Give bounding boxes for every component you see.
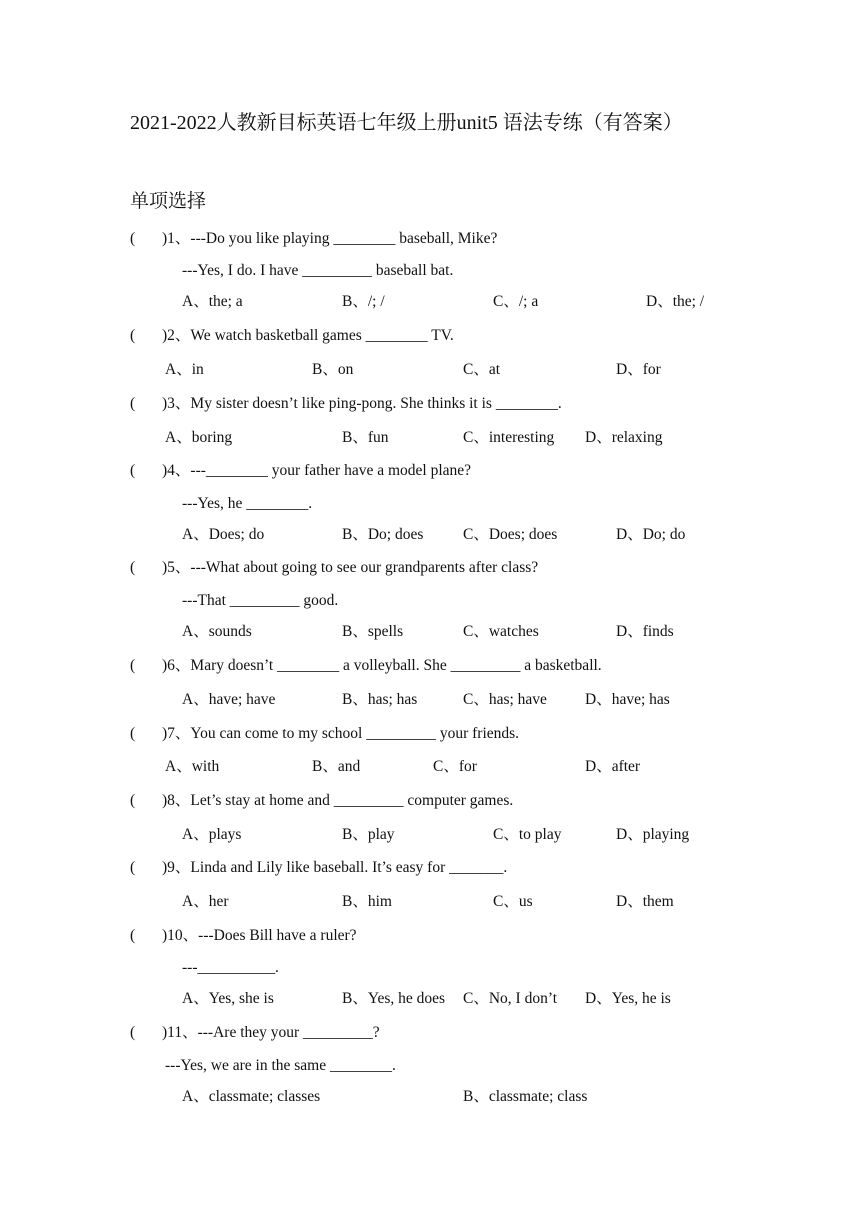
answer-paren-close: ) bbox=[162, 1024, 168, 1041]
question-number: 1 bbox=[167, 230, 175, 247]
question-stem: 、---________ your father have a model plane? bbox=[174, 462, 472, 479]
answer-paren-open: ( bbox=[130, 230, 136, 247]
q10-option-b: B、Yes, he does bbox=[342, 990, 446, 1007]
answer-paren-close: ) bbox=[162, 327, 168, 344]
question-stem: 、---Do you like playing ________ baseball, Mike? bbox=[174, 230, 498, 247]
answer-paren-close: ) bbox=[162, 792, 168, 809]
answer-paren-close: ) bbox=[162, 927, 168, 944]
question-11-sub: ---Yes, we are in the same ________. bbox=[165, 1057, 396, 1074]
answer-paren-open: ( bbox=[130, 725, 136, 742]
question-number: 9 bbox=[167, 859, 175, 876]
q6-option-b: B、has; has bbox=[342, 691, 418, 708]
question-stem: 、Mary doesn’t ________ a volleyball. She _________ a basketball. bbox=[174, 657, 602, 674]
q7-option-d: D、after bbox=[585, 758, 641, 775]
answer-paren-open: ( bbox=[130, 327, 136, 344]
question-10-sub: ---__________. bbox=[182, 959, 279, 976]
q2-option-d: D、for bbox=[616, 361, 661, 378]
q9-option-b: B、him bbox=[342, 893, 392, 910]
question-stem: 、You can come to my school _________ your friends. bbox=[174, 725, 520, 742]
q10-option-c: C、No, I don’t bbox=[463, 990, 558, 1007]
q10-option-d: D、Yes, he is bbox=[585, 990, 671, 1007]
question-number: 10 bbox=[167, 927, 183, 944]
q7-option-c: C、for bbox=[433, 758, 477, 775]
section-heading: 单项选择 bbox=[130, 191, 207, 212]
answer-paren-close: ) bbox=[162, 657, 168, 674]
q6-option-c: C、has; have bbox=[463, 691, 547, 708]
q5-option-a: A、sounds bbox=[182, 623, 252, 640]
q3-option-c: C、interesting bbox=[463, 429, 555, 446]
question-1-sub: ---Yes, I do. I have _________ baseball bat. bbox=[182, 262, 454, 279]
q9-option-c: C、us bbox=[493, 893, 533, 910]
answer-paren-open: ( bbox=[130, 927, 136, 944]
q9-option-d: D、them bbox=[616, 893, 674, 910]
q2-option-b: B、on bbox=[312, 361, 354, 378]
q1-option-c: C、/; a bbox=[493, 293, 539, 310]
document-title: 2021-2022人教新目标英语七年级上册unit5 语法专练（有答案） bbox=[130, 112, 683, 134]
question-4-sub: ---Yes, he ________. bbox=[182, 495, 313, 512]
answer-paren-close: ) bbox=[162, 725, 168, 742]
question-stem: 、We watch basketball games ________ TV. bbox=[174, 327, 454, 344]
question-number: 6 bbox=[167, 657, 175, 674]
q8-option-c: C、to play bbox=[493, 826, 562, 843]
answer-paren-open: ( bbox=[130, 559, 136, 576]
question-stem: 、---Does Bill have a ruler? bbox=[182, 927, 357, 944]
q5-option-b: B、spells bbox=[342, 623, 404, 640]
q11-option-a: A、classmate; classes bbox=[182, 1088, 321, 1105]
q3-option-b: B、fun bbox=[342, 429, 389, 446]
q5-option-c: C、watches bbox=[463, 623, 539, 640]
question-number: 7 bbox=[167, 725, 175, 742]
question-stem: 、Linda and Lily like baseball. It’s easy for _______. bbox=[174, 859, 508, 876]
question-number: 2 bbox=[167, 327, 175, 344]
question-number: 11 bbox=[167, 1024, 183, 1041]
q1-option-a: A、the; a bbox=[182, 293, 243, 310]
answer-paren-open: ( bbox=[130, 395, 136, 412]
question-5-sub: ---That _________ good. bbox=[182, 592, 339, 609]
answer-paren-close: ) bbox=[162, 230, 168, 247]
question-number: 4 bbox=[167, 462, 175, 479]
question-number: 3 bbox=[167, 395, 175, 412]
question-number: 8 bbox=[167, 792, 175, 809]
q11-option-b: B、classmate; class bbox=[463, 1088, 588, 1105]
q8-option-a: A、plays bbox=[182, 826, 242, 843]
q4-option-a: A、Does; do bbox=[182, 526, 265, 543]
q10-option-a: A、Yes, she is bbox=[182, 990, 274, 1007]
q1-option-b: B、/; / bbox=[342, 293, 385, 310]
q2-option-a: A、in bbox=[165, 361, 204, 378]
q6-option-d: D、have; has bbox=[585, 691, 670, 708]
question-stem: 、My sister doesn’t like ping-pong. She thinks it is ________. bbox=[174, 395, 562, 412]
question-stem: 、---Are they your _________? bbox=[182, 1024, 380, 1041]
q6-option-a: A、have; have bbox=[182, 691, 276, 708]
q4-option-d: D、Do; do bbox=[616, 526, 686, 543]
question-number: 5 bbox=[167, 559, 175, 576]
q8-option-b: B、play bbox=[342, 826, 395, 843]
q9-option-a: A、her bbox=[182, 893, 229, 910]
q3-option-a: A、boring bbox=[165, 429, 233, 446]
answer-paren-close: ) bbox=[162, 559, 168, 576]
answer-paren-open: ( bbox=[130, 859, 136, 876]
answer-paren-open: ( bbox=[130, 1024, 136, 1041]
q4-option-b: B、Do; does bbox=[342, 526, 424, 543]
q7-option-b: B、and bbox=[312, 758, 361, 775]
answer-paren-open: ( bbox=[130, 657, 136, 674]
answer-paren-close: ) bbox=[162, 395, 168, 412]
question-stem: 、---What about going to see our grandparents after class? bbox=[174, 559, 539, 576]
q7-option-a: A、with bbox=[165, 758, 220, 775]
q8-option-d: D、playing bbox=[616, 826, 690, 843]
q3-option-d: D、relaxing bbox=[585, 429, 663, 446]
answer-paren-close: ) bbox=[162, 462, 168, 479]
answer-paren-open: ( bbox=[130, 792, 136, 809]
answer-paren-open: ( bbox=[130, 462, 136, 479]
q2-option-c: C、at bbox=[463, 361, 501, 378]
q5-option-d: D、finds bbox=[616, 623, 674, 640]
question-stem: 、Let’s stay at home and _________ computer games. bbox=[174, 792, 514, 809]
q1-option-d: D、the; / bbox=[646, 293, 705, 310]
q4-option-c: C、Does; does bbox=[463, 526, 558, 543]
answer-paren-close: ) bbox=[162, 859, 168, 876]
